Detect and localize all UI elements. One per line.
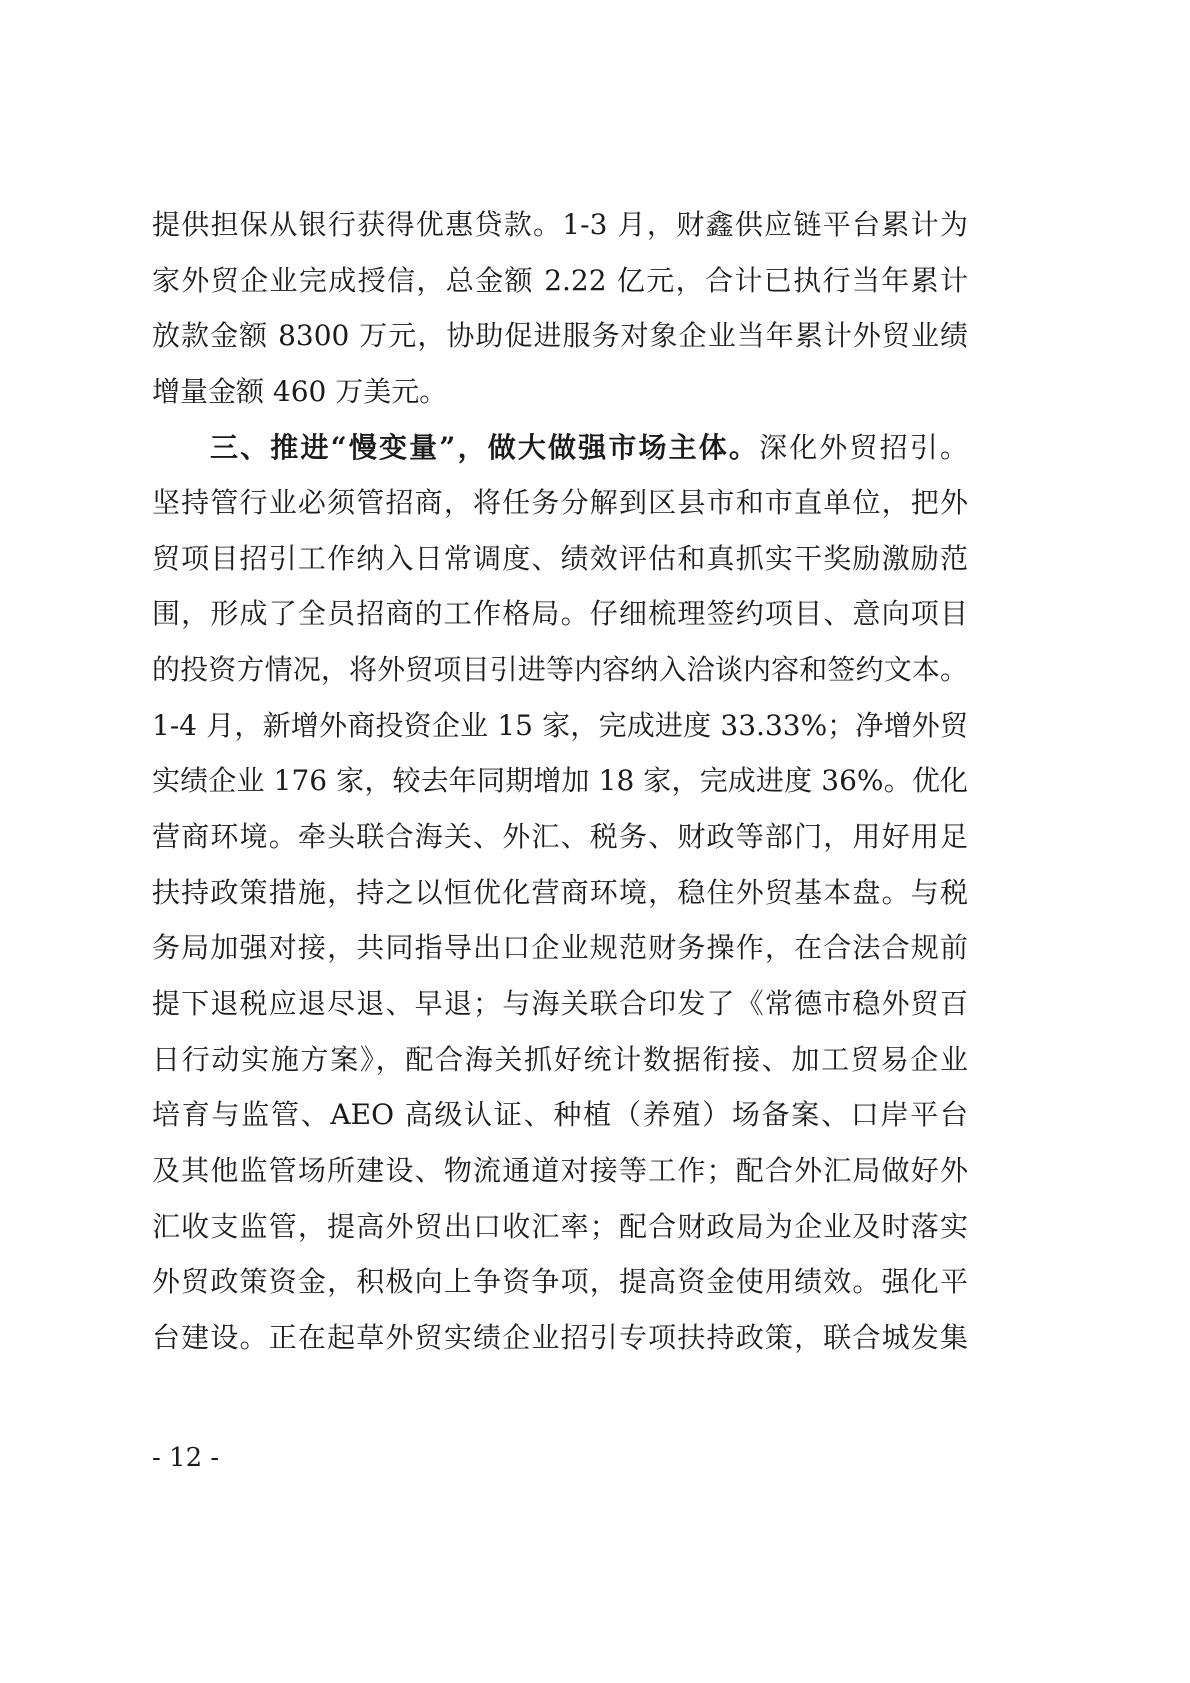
body-line: 及其他监管场所建设、物流通道对接等工作；配合外汇局做好外: [152, 1153, 968, 1187]
body-line: 1-4 月，新增外商投资企业 15 家，完成进度 33.33%；净增外贸: [152, 708, 968, 742]
body-line: 培育与监管、AEO 高级认证、种植（养殖）场备案、口岸平台: [152, 1098, 968, 1132]
body-line: 营商环境。牵头联合海关、外汇、税务、财政等部门，用好用足: [152, 820, 968, 854]
body-line: 提供担保从银行获得优惠贷款。1-3 月，财鑫供应链平台累计为: [152, 208, 968, 241]
body-line: 台建设。正在起草外贸实绩企业招引专项扶持政策，联合城发集: [152, 1320, 968, 1354]
body-line: 扶持政策措施，持之以恒优化营商环境，稳住外贸基本盘。与税: [152, 875, 968, 909]
body-line: 日行动实施方案》，配合海关抓好统计数据衔接、加工贸易企业: [152, 1042, 968, 1076]
page-number: - 12 -: [152, 1443, 220, 1473]
body-line: 实绩企业 176 家，较去年同期增加 18 家，完成进度 36%。优化: [152, 764, 968, 798]
body-line: 外贸政策资金，积极向上争资争项，提高资金使用绩效。强化平: [152, 1265, 968, 1299]
body-line: 围，形成了全员招商的工作格局。仔细梳理签约项目、意向项目: [152, 597, 968, 631]
section-heading: 三、推进“慢变量”，做大做强市场主体。: [210, 430, 760, 464]
heading-line-rest: 深化外贸招引。: [759, 430, 968, 464]
body-line: 家外贸企业完成授信，总金额 2.22 亿元，合计已执行当年累计: [152, 263, 968, 297]
body-text: [152, 197, 968, 1365]
body-line: 放款金额 8300 万元，协助促进服务对象企业当年累计外贸业绩: [152, 319, 968, 353]
body-line: 务局加强对接，共同指导出口企业规范财务操作，在合法合规前: [152, 931, 968, 965]
body-line: 汇收支监管，提高外贸出口收汇率；配合财政局为企业及时落实: [152, 1209, 968, 1243]
body-line: 增量金额 460 万美元。: [152, 374, 448, 408]
paragraph-1: [152, 197, 968, 420]
section-heading-line: [152, 420, 968, 476]
paragraph-2: [152, 420, 968, 1366]
body-line: 坚持管行业必须管招商，将任务分解到区县市和市直单位，把外: [152, 486, 968, 520]
body-line: 的投资方情况，将外贸项目引进等内容纳入洽谈内容和签约文本。: [152, 653, 968, 687]
body-line: 贸项目招引工作纳入日常调度、绩效评估和真抓实干奖励激励范: [152, 541, 968, 575]
body-line: 提下退税应退尽退、早退；与海关联合印发了《常德市稳外贸百: [152, 986, 968, 1020]
